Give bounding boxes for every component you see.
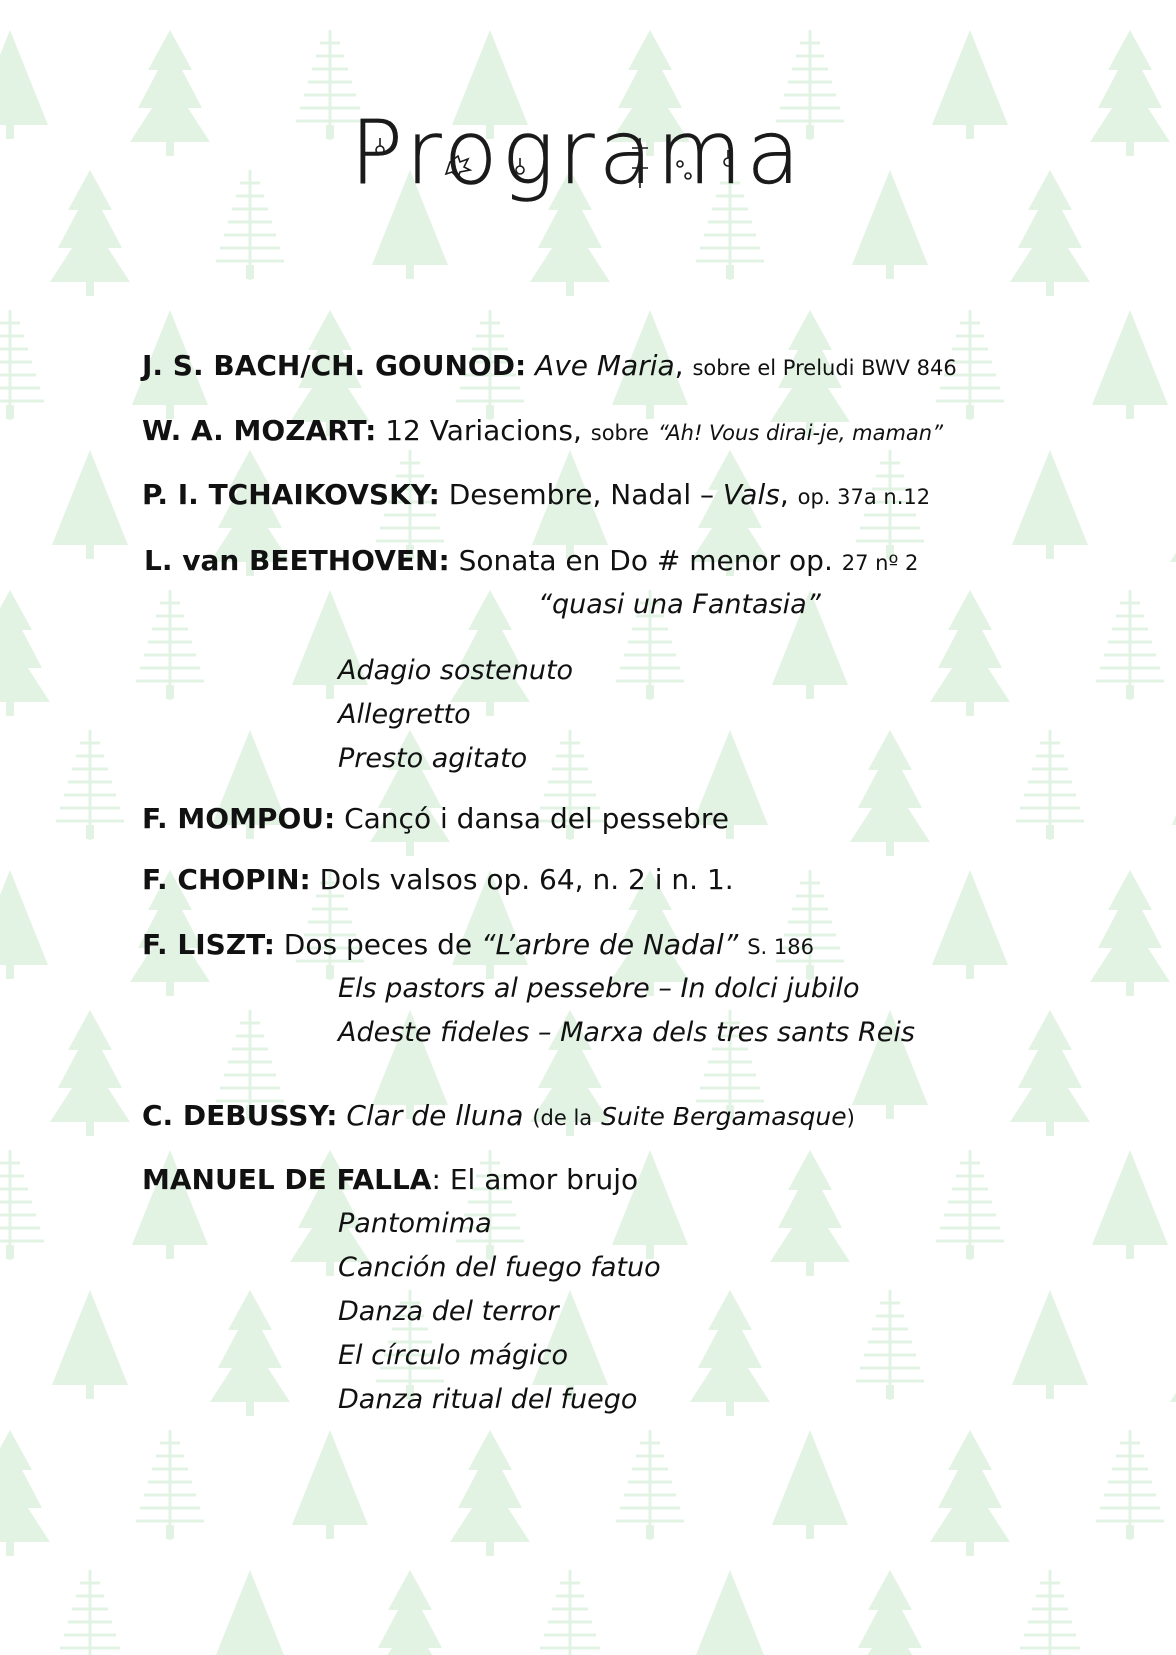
work-title: Dols valsos op. 64, n. 2 i n. 1.: [319, 863, 734, 896]
movement-item: Els pastors al pessebre – In dolci jubilo: [338, 973, 860, 1004]
work-title: Dos peces de: [283, 928, 473, 961]
composer-name: L. van BEETHOVEN:: [144, 544, 450, 577]
work-subtitle: “quasi una Fantasia”: [538, 589, 821, 620]
work-detail: op. 37a n.12: [797, 485, 931, 509]
paren-close: ): [846, 1106, 855, 1130]
composer-name: F. LISZT:: [142, 928, 275, 961]
composer-name: W. A. MOZART:: [142, 414, 377, 447]
work-title: El amor brujo: [449, 1163, 639, 1196]
title-text: Programa: [350, 101, 805, 204]
work-detail: sobre el Preludi BWV 846: [692, 356, 957, 380]
movement-item: Adeste fideles – Marxa dels tres sants Reis: [338, 1017, 915, 1048]
work-title-italic: Vals: [722, 478, 780, 511]
separator: :: [431, 1163, 441, 1196]
movement-item: El círculo mágico: [338, 1340, 569, 1371]
holiday-ornaments-icon: [350, 98, 805, 208]
program-item-mozart: [142, 413, 943, 451]
work-title: 12 Variacions,: [385, 414, 582, 447]
program-item-beethoven: [144, 543, 918, 581]
separator: ,: [674, 349, 684, 382]
program-item-debussy: [142, 1098, 855, 1136]
work-detail: 27 nº 2: [841, 551, 919, 575]
page-title: [350, 98, 805, 208]
work-title: Sonata en Do # menor op.: [458, 544, 833, 577]
composer-name: J. S. BACH/CH. GOUNOD:: [142, 349, 527, 382]
composer-name: F. MOMPOU:: [142, 802, 336, 835]
program-item-falla: [142, 1162, 638, 1198]
movement-item: Canción del fuego fatuo: [338, 1252, 661, 1283]
program-item-chopin: [142, 862, 734, 898]
movement-item: Danza ritual del fuego: [338, 1384, 638, 1415]
composer-name: P. I. TCHAIKOVSKY:: [142, 478, 440, 511]
work-title-italic: “L’arbre de Nadal”: [481, 928, 739, 961]
movement-item: Adagio sostenuto: [338, 655, 574, 686]
movement-item: Pantomima: [338, 1208, 492, 1239]
composer-name: MANUEL DE FALLA: [142, 1163, 432, 1196]
movement-item: Allegretto: [338, 699, 471, 730]
program-item-tchaikovsky: [142, 477, 930, 515]
work-subtitle: “Ah! Vous dirai-je, maman”: [657, 421, 943, 445]
work-detail: S. 186: [747, 935, 814, 959]
work-title-italic: Clar de lluna: [346, 1099, 524, 1132]
composer-name: F. CHOPIN:: [142, 863, 311, 896]
work-title: Desembre, Nadal –: [448, 478, 715, 511]
program-item-bach: [142, 348, 957, 386]
work-detail: sobre: [590, 421, 649, 445]
composer-name: C. DEBUSSY:: [142, 1099, 338, 1132]
suite-title: Suite Bergamasque: [601, 1102, 847, 1131]
work-title: Cançó i dansa del pessebre: [344, 802, 729, 835]
work-detail: (de la: [532, 1106, 593, 1130]
movement-item: Presto agitato: [338, 743, 528, 774]
work-title: Ave Maria: [535, 349, 675, 382]
program-item-liszt: [142, 927, 814, 965]
program-item-mompou: [142, 801, 729, 837]
separator: ,: [779, 478, 789, 511]
movement-item: Danza del terror: [338, 1296, 559, 1327]
